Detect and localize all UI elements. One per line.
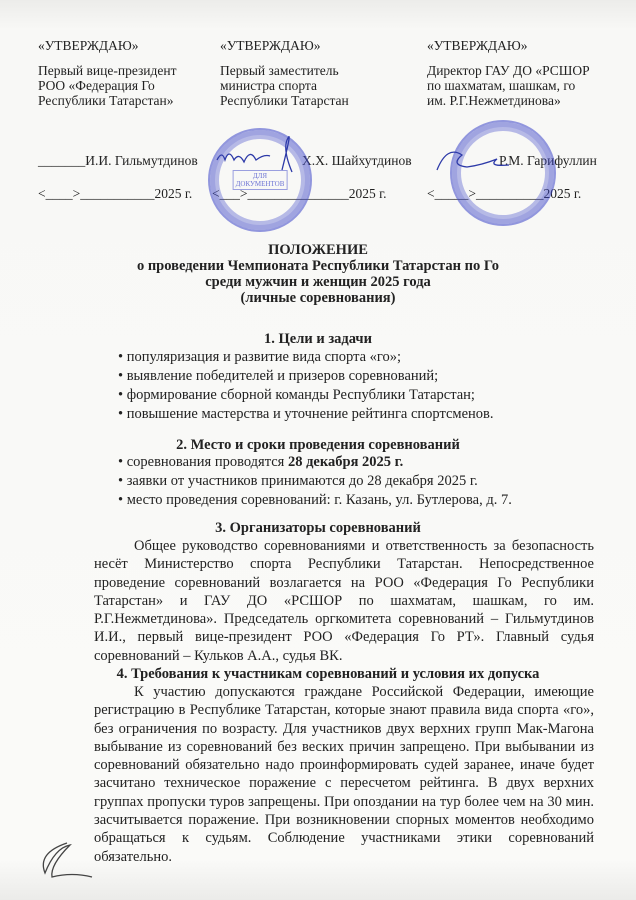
- signature-blank: _______: [38, 153, 86, 168]
- approval-head: «УТВЕРЖДАЮ»: [427, 38, 528, 53]
- approval-head: «УТВЕРЖДАЮ»: [220, 38, 321, 53]
- title-line: (личные соревнования): [240, 290, 396, 306]
- approval-director: [427, 38, 627, 201]
- section-heading-goals: 1. Цели и задачи: [264, 331, 372, 347]
- requirements-paragraph: К участию допускаются граждане Российской Федерации, имеющие регистрацию в Республике Татарстан, которые знают правила вида спорта «го», без ограничения по возрасту. Для участников двух верхних групп Мак-Магона выбывание из соревнований без веских причин запрещено. При выбывании из соревнований обязательно надо проинформировать судей заранее, иначе будет засчитано техническое поражение с пересчетом рейтинга. В двух верхних группах пропуски туров запрещены. При опоздании на тур более чем на 30 мин. засчитывается поражение. При возникновении спорных моментов необходимо обращаться к судьям. Соблюдение участниками этики соревнований обязательно.: [94, 684, 594, 865]
- title-line: среди мужчин и женщин 2025 года: [205, 274, 431, 290]
- list-item: • формирование сборной команды Республики Татарстан;: [118, 387, 475, 403]
- goals-list: [118, 348, 494, 424]
- date-line: <___>_______________2025 г.: [212, 186, 387, 201]
- date-line: <____>___________2025 г.: [38, 186, 193, 201]
- stamp-label: ДЛЯ ДОКУМЕНТОВ: [233, 170, 288, 190]
- list-item: • заявки от участников принимаются до 28 декабря 2025 г.: [118, 473, 478, 489]
- signature-icon: [212, 130, 322, 190]
- list-item: [118, 453, 512, 472]
- list-item: • место проведения соревнований: г. Казань, ул. Бутлерова, д. 7.: [118, 492, 512, 508]
- section-heading-place-dates: 2. Место и сроки проведения соревнований: [176, 437, 460, 453]
- approval-vice-president: [38, 38, 218, 201]
- approval-position: Первый заместитель министра спорта Республики Татарстан: [220, 63, 349, 108]
- initials-signature-icon: [22, 838, 112, 888]
- list-item-text: • соревнования проводятся: [118, 454, 288, 470]
- signatory-name: Р.М. Гарифуллин: [499, 153, 597, 168]
- list-item: • выявление победителей и призеров соревнований;: [118, 368, 439, 384]
- place-dates-list: [118, 453, 512, 510]
- title-line: ПОЛОЖЕНИЕ: [268, 242, 368, 258]
- section-heading-requirements: 4. Требования к участникам соревнований и условия их допуска: [116, 666, 540, 682]
- title-line: о проведении Чемпионата Республики Татарстан по Го: [136, 258, 500, 274]
- signatory-name: И.И. Гильмутдинов: [85, 153, 198, 168]
- signature-line: [38, 153, 198, 168]
- approval-position: Первый вице-президент РОО «Федерация Го Республики Татарстан»: [38, 63, 177, 108]
- approval-head: «УТВЕРЖДАЮ»: [38, 38, 139, 53]
- signatory-name: Х.Х. Шайхутдинов: [302, 153, 412, 168]
- event-date: 28 декабря 2025 г.: [287, 454, 404, 470]
- approval-position: Директор ГАУ ДО «РСШОР по шахматам, шашкам, го им. Р.Г.Нежметдинова»: [427, 63, 590, 108]
- document-title: [0, 242, 636, 306]
- list-item: • повышение мастерства и уточнение рейтинга спортсменов.: [118, 406, 494, 422]
- section-heading-organizers: 3. Организаторы соревнований: [215, 520, 421, 536]
- signature-icon: [432, 140, 512, 180]
- organizers-paragraph: Общее руководство соревнованиями и ответственность за безопасность несёт Министерство спорта Республики Татарстан. Непосредственное проведение соревнований возлагается на РОО «Федерация Го Республики Татарстан» и ГАУ ДО «РСШОР по шахматам, шашкам, го им. Р.Г.Нежметдинова». Председатель оргкомитета соревнований – Гильмутдинов И.И., первый вице-президент РОО «Федерация Го РТ». Главный судья соревнований – Кульков А.А., судья ВК.: [94, 538, 594, 664]
- date-line: <_____>__________2025 г.: [427, 186, 582, 201]
- list-item: • популяризация и развитие вида спорта «го»;: [118, 349, 402, 365]
